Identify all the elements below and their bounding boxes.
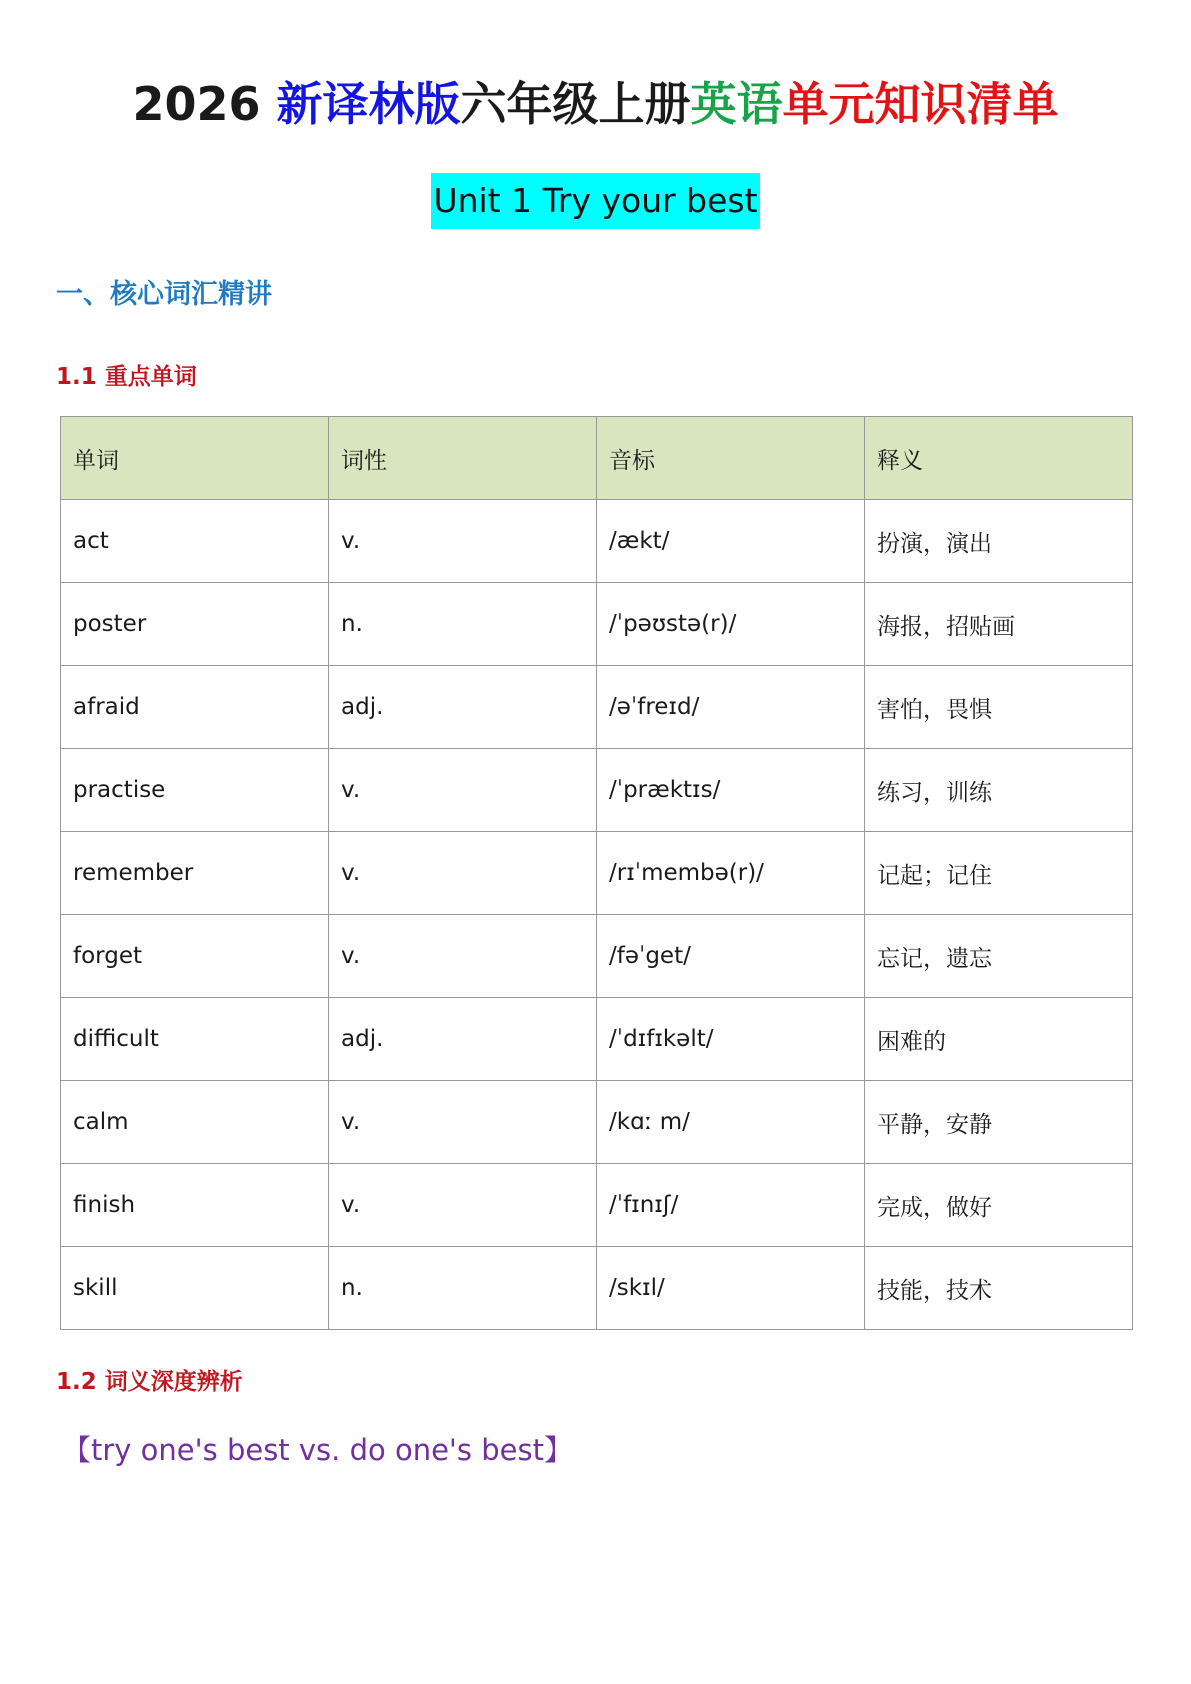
table-body bbox=[61, 500, 1133, 1330]
cell-part-of-speech: v. bbox=[329, 500, 597, 583]
cell-phonetic: /rɪˈmembə(r)/ bbox=[597, 832, 865, 915]
cell-meaning: 海报，招贴画 bbox=[865, 583, 1133, 666]
section-heading: 一、核心词汇精讲 bbox=[56, 279, 272, 310]
title-publisher: 新译林版 bbox=[276, 77, 461, 131]
unit-title-wrap bbox=[0, 173, 1191, 229]
header-phonetic: 音标 bbox=[597, 417, 865, 500]
title-rest: 单元知识清单 bbox=[782, 77, 1059, 131]
cell-word: poster bbox=[61, 583, 329, 666]
cell-word: act bbox=[61, 500, 329, 583]
document-title bbox=[0, 72, 1191, 136]
title-grade: 六年级上册 bbox=[460, 77, 691, 131]
cell-phonetic: /ˈdɪfɪkəlt/ bbox=[597, 998, 865, 1081]
table-row bbox=[61, 915, 1133, 998]
table-header bbox=[61, 417, 1133, 500]
cell-meaning: 平静，安静 bbox=[865, 1081, 1133, 1164]
cell-phonetic: /fəˈget/ bbox=[597, 915, 865, 998]
cell-meaning: 记起；记住 bbox=[865, 832, 1133, 915]
table-row bbox=[61, 1247, 1133, 1330]
cell-part-of-speech: v. bbox=[329, 1164, 597, 1247]
cell-part-of-speech: adj. bbox=[329, 998, 597, 1081]
cell-word: difficult bbox=[61, 998, 329, 1081]
comparison-heading: 【try one's best vs. do one's best】 bbox=[62, 1433, 573, 1467]
cell-phonetic: /ækt/ bbox=[597, 500, 865, 583]
cell-word: finish bbox=[61, 1164, 329, 1247]
cell-part-of-speech: n. bbox=[329, 583, 597, 666]
cell-part-of-speech: n. bbox=[329, 1247, 597, 1330]
cell-phonetic: /kɑː m/ bbox=[597, 1081, 865, 1164]
cell-meaning: 忘记，遗忘 bbox=[865, 915, 1133, 998]
cell-phonetic: /ˈpræktɪs/ bbox=[597, 749, 865, 832]
cell-part-of-speech: v. bbox=[329, 915, 597, 998]
table-row bbox=[61, 998, 1133, 1081]
cell-word: calm bbox=[61, 1081, 329, 1164]
header-word: 单词 bbox=[61, 417, 329, 500]
cell-part-of-speech: v. bbox=[329, 749, 597, 832]
cell-phonetic: /əˈfreɪd/ bbox=[597, 666, 865, 749]
cell-meaning: 扮演，演出 bbox=[865, 500, 1133, 583]
unit-title: Unit 1 Try your best bbox=[431, 173, 759, 229]
cell-part-of-speech: v. bbox=[329, 832, 597, 915]
table-header-row bbox=[61, 417, 1133, 500]
subsection-heading-words: 1.1 重点单词 bbox=[56, 364, 197, 390]
cell-phonetic: /skɪl/ bbox=[597, 1247, 865, 1330]
cell-word: practise bbox=[61, 749, 329, 832]
table-row bbox=[61, 1081, 1133, 1164]
header-part-of-speech: 词性 bbox=[329, 417, 597, 500]
title-year: 2026 bbox=[132, 77, 261, 131]
cell-part-of-speech: adj. bbox=[329, 666, 597, 749]
subsection-heading-analysis: 1.2 词义深度辨析 bbox=[56, 1369, 243, 1395]
title-subject: 英语 bbox=[690, 77, 783, 131]
cell-meaning: 技能，技术 bbox=[865, 1247, 1133, 1330]
table-row bbox=[61, 666, 1133, 749]
cell-phonetic: /ˈpəʊstə(r)/ bbox=[597, 583, 865, 666]
cell-meaning: 完成，做好 bbox=[865, 1164, 1133, 1247]
table-row bbox=[61, 749, 1133, 832]
cell-word: skill bbox=[61, 1247, 329, 1330]
table-row bbox=[61, 832, 1133, 915]
cell-phonetic: /ˈfɪnɪʃ/ bbox=[597, 1164, 865, 1247]
cell-meaning: 困难的 bbox=[865, 998, 1133, 1081]
vocabulary-table bbox=[60, 416, 1133, 1330]
cell-meaning: 练习，训练 bbox=[865, 749, 1133, 832]
cell-part-of-speech: v. bbox=[329, 1081, 597, 1164]
cell-word: forget bbox=[61, 915, 329, 998]
table-row bbox=[61, 583, 1133, 666]
cell-word: afraid bbox=[61, 666, 329, 749]
table-row bbox=[61, 1164, 1133, 1247]
header-meaning: 释义 bbox=[865, 417, 1133, 500]
cell-word: remember bbox=[61, 832, 329, 915]
table-row bbox=[61, 500, 1133, 583]
cell-meaning: 害怕，畏惧 bbox=[865, 666, 1133, 749]
